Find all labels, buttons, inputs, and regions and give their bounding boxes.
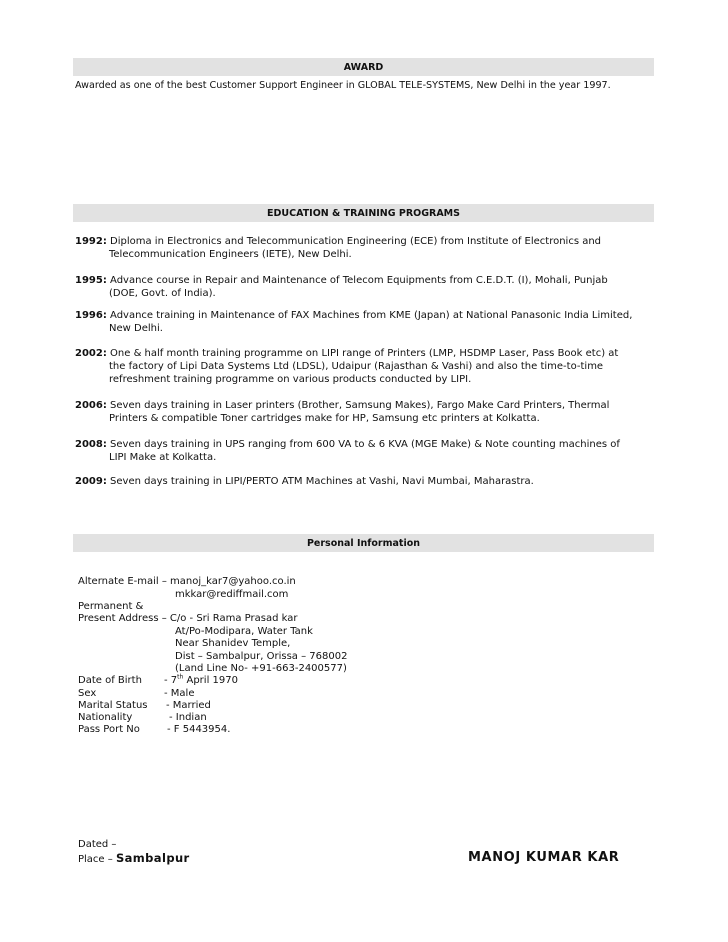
place-label: Place – — [78, 854, 116, 865]
marital-label: Marital Status — [78, 700, 148, 711]
passport-value: - F 5443954. — [167, 724, 231, 735]
award-text: Awarded as one of the best Customer Support Engineer in GLOBAL TELE-SYSTEMS, New Delhi in the year 1997. — [75, 80, 611, 91]
award-heading: AWARD — [73, 58, 654, 76]
alt-email-line: Alternate E-mail – manoj_kar7@yahoo.co.in — [78, 576, 296, 587]
entry-text-cont: New Delhi. — [109, 323, 163, 334]
entry-text: Seven days training in UPS ranging from 600 VA to & 6 KVA (MGE Make) & Note counting machines of — [110, 439, 620, 450]
dob-label: Date of Birth — [78, 675, 142, 686]
entry-year: 2009: — [75, 476, 107, 487]
entry-text-cont: the factory of Lipi Data Systems Ltd (LDSL), Udaipur (Rajasthan & Vashi) and also the time-to-time — [109, 361, 604, 372]
education-entry-2009 — [75, 475, 655, 488]
entry-text-cont: (DOE, Govt. of India). — [109, 288, 216, 299]
entry-year: 2002: — [75, 348, 107, 359]
education-heading: EDUCATION & TRAINING PROGRAMS — [73, 204, 654, 222]
entry-text-cont: Telecommunication Engineers (IETE), New Delhi. — [109, 249, 352, 260]
entry-year: 2006: — [75, 400, 107, 411]
entry-text-cont: Printers & compatible Toner cartridges make for HP, Samsung etc printers at Kolkatta. — [109, 413, 540, 424]
alt-email-2: mkkar@rediffmail.com — [175, 589, 289, 600]
passport-label: Pass Port No — [78, 724, 140, 735]
education-entry-2002 — [75, 347, 655, 386]
education-entry-1992 — [75, 235, 655, 261]
entry-year: 2008: — [75, 439, 107, 450]
entry-year: 1995: — [75, 275, 107, 286]
place-value: Sambalpur — [115, 851, 190, 865]
sex-label: Sex — [78, 688, 97, 699]
address-line-4: (Land Line No- +91-663-2400577) — [175, 663, 347, 674]
permanent-label: Permanent & — [78, 601, 144, 612]
address-line-1: At/Po-Modipara, Water Tank — [175, 626, 313, 637]
dated-label: Dated – — [78, 839, 117, 850]
marital-value: - Married — [166, 700, 211, 711]
signature-name: MANOJ KUMAR KAR — [468, 850, 620, 865]
address-line-3: Dist – Sambalpur, Orissa – 768002 — [175, 651, 348, 662]
nationality-value: - Indian — [169, 712, 207, 723]
entry-text: Seven days training in LIPI/PERTO ATM Machines at Vashi, Navi Mumbai, Maharastra. — [110, 476, 534, 487]
entry-text: Diploma in Electronics and Telecommunication Engineering (ECE) from Institute of Electronics and — [110, 236, 602, 247]
entry-year: 1992: — [75, 236, 107, 247]
personal-heading: Personal Information — [73, 534, 654, 552]
present-address-line: Present Address – C/o - Sri Rama Prasad kar — [78, 613, 298, 624]
entry-text: Seven days training in Laser printers (Brother, Samsung Makes), Fargo Make Card Printers, Thermal — [110, 400, 610, 411]
dob-value: - 7th April 1970 — [164, 673, 238, 686]
entry-year: 1996: — [75, 310, 107, 321]
education-entry-2008 — [75, 438, 655, 464]
education-entry-1996 — [75, 309, 655, 335]
place-line — [78, 852, 190, 867]
entry-text-cont: LIPI Make at Kolkatta. — [109, 452, 217, 463]
education-entry-2006 — [75, 399, 655, 425]
entry-text: Advance course in Repair and Maintenance of Telecom Equipments from C.E.D.T. (I), Mohali, Punjab — [110, 275, 608, 286]
address-line-2: Near Shanidev Temple, — [175, 638, 291, 649]
nationality-label: Nationality — [78, 712, 133, 723]
education-entry-1995 — [75, 274, 655, 300]
entry-text: One & half month training programme on LIPI range of Printers (LMP, HSDMP Laser, Pass Book etc) at — [110, 348, 619, 359]
entry-text-cont: refreshment training programme on various products conducted by LIPI. — [109, 374, 472, 385]
entry-text: Advance training in Maintenance of FAX Machines from KME (Japan) at National Panasonic India Limited, — [110, 310, 633, 321]
sex-value: - Male — [164, 688, 195, 699]
